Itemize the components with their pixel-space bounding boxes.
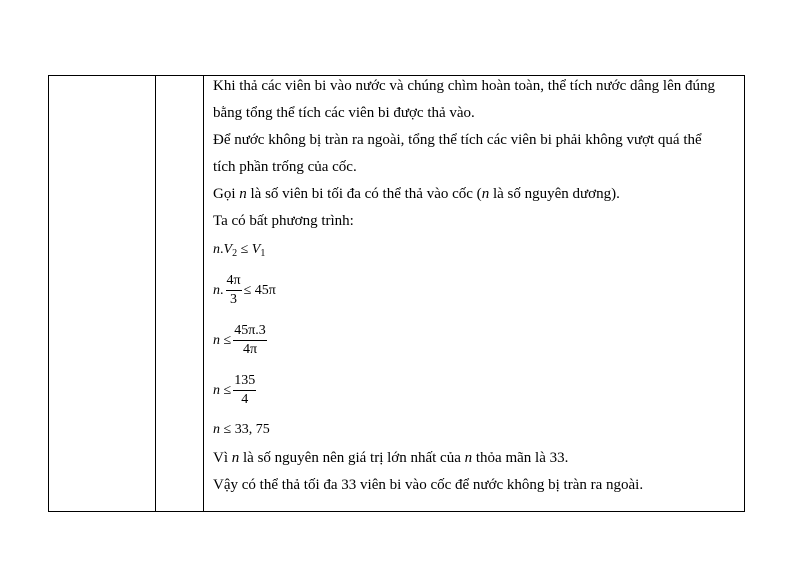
- paragraph-1: Khi thả các viên bi vào nước và chúng chìm hoàn toàn, thể tích nước dâng lên đúng: [213, 78, 715, 94]
- paragraph-3: [213, 181, 738, 208]
- eq2-n: n: [213, 282, 220, 298]
- eq1-n: n: [213, 242, 220, 257]
- solution-cell: [213, 76, 738, 499]
- eq4-denominator: 4: [241, 391, 249, 407]
- eq3-numerator: 45π.3: [233, 322, 267, 341]
- equation-3: [213, 315, 738, 365]
- paragraph-2-continued: tích phần trống của cốc.: [213, 159, 357, 175]
- eq2-numerator: 4π: [226, 272, 242, 291]
- eq3-fraction: [233, 322, 267, 359]
- eq2-dot: .: [220, 282, 224, 298]
- p5-mid: là số nguyên nên giá trị lớn nhất của: [243, 450, 461, 466]
- eq4-rel: ≤: [223, 382, 232, 398]
- p3-post: là số nguyên dương).: [492, 186, 620, 202]
- p3-mid: là số viên bi tối đa có thể thả vào cốc (: [250, 186, 482, 202]
- p3-pre: Gọi: [213, 186, 236, 202]
- eq2-denominator: 3: [230, 291, 238, 307]
- equation-4: [213, 365, 738, 415]
- column-divider-1: [155, 76, 156, 511]
- p5-pre: Vì: [213, 450, 228, 466]
- eq1-v: V: [223, 242, 233, 257]
- eq4-numerator: 135: [233, 372, 256, 391]
- eq4-fraction: [233, 372, 256, 409]
- eq1-v1: V: [251, 242, 261, 257]
- paragraph-2: Để nước không bị tràn ra ngoài, tổng thể tích các viên bi phải không vượt quá thể: [213, 132, 702, 148]
- equation-1: [213, 235, 738, 265]
- eq5-n: n: [213, 422, 220, 437]
- eq3-n: n: [213, 332, 220, 348]
- equation-2: [213, 265, 738, 315]
- paragraph-6: Vậy có thể thả tối đa 33 viên bi vào cốc để nước không bị tràn ra ngoài.: [213, 477, 644, 493]
- paragraph-1-continued: bằng tổng thể tích các viên bi được thả vào.: [213, 105, 475, 121]
- eq2-rel: ≤: [243, 282, 252, 298]
- paragraph-4: Ta có bất phương trình:: [213, 213, 354, 229]
- eq5-rel: ≤: [223, 422, 232, 437]
- eq1-dot: .: [220, 242, 224, 257]
- eq3-denominator: 4π: [242, 341, 258, 357]
- eq5-rhs: 33, 75: [234, 422, 270, 437]
- eq2-fraction: [226, 272, 242, 309]
- variable-n: n: [231, 450, 240, 466]
- eq1-rel: ≤: [240, 242, 249, 257]
- solution-table: [48, 75, 745, 512]
- paragraph-5: [213, 445, 738, 472]
- eq1-sub1: 1: [260, 248, 266, 259]
- eq4-n: n: [213, 382, 220, 398]
- eq2-rhs: 45π: [254, 282, 276, 298]
- eq1-sub2: 2: [232, 248, 238, 259]
- variable-n: n: [464, 450, 473, 466]
- eq3-rel: ≤: [223, 332, 232, 348]
- variable-n: n: [239, 186, 247, 202]
- variable-n: n: [481, 186, 490, 202]
- equation-5: [213, 415, 738, 445]
- column-divider-2: [203, 76, 204, 511]
- p5-post: thỏa mãn là 33.: [475, 450, 569, 466]
